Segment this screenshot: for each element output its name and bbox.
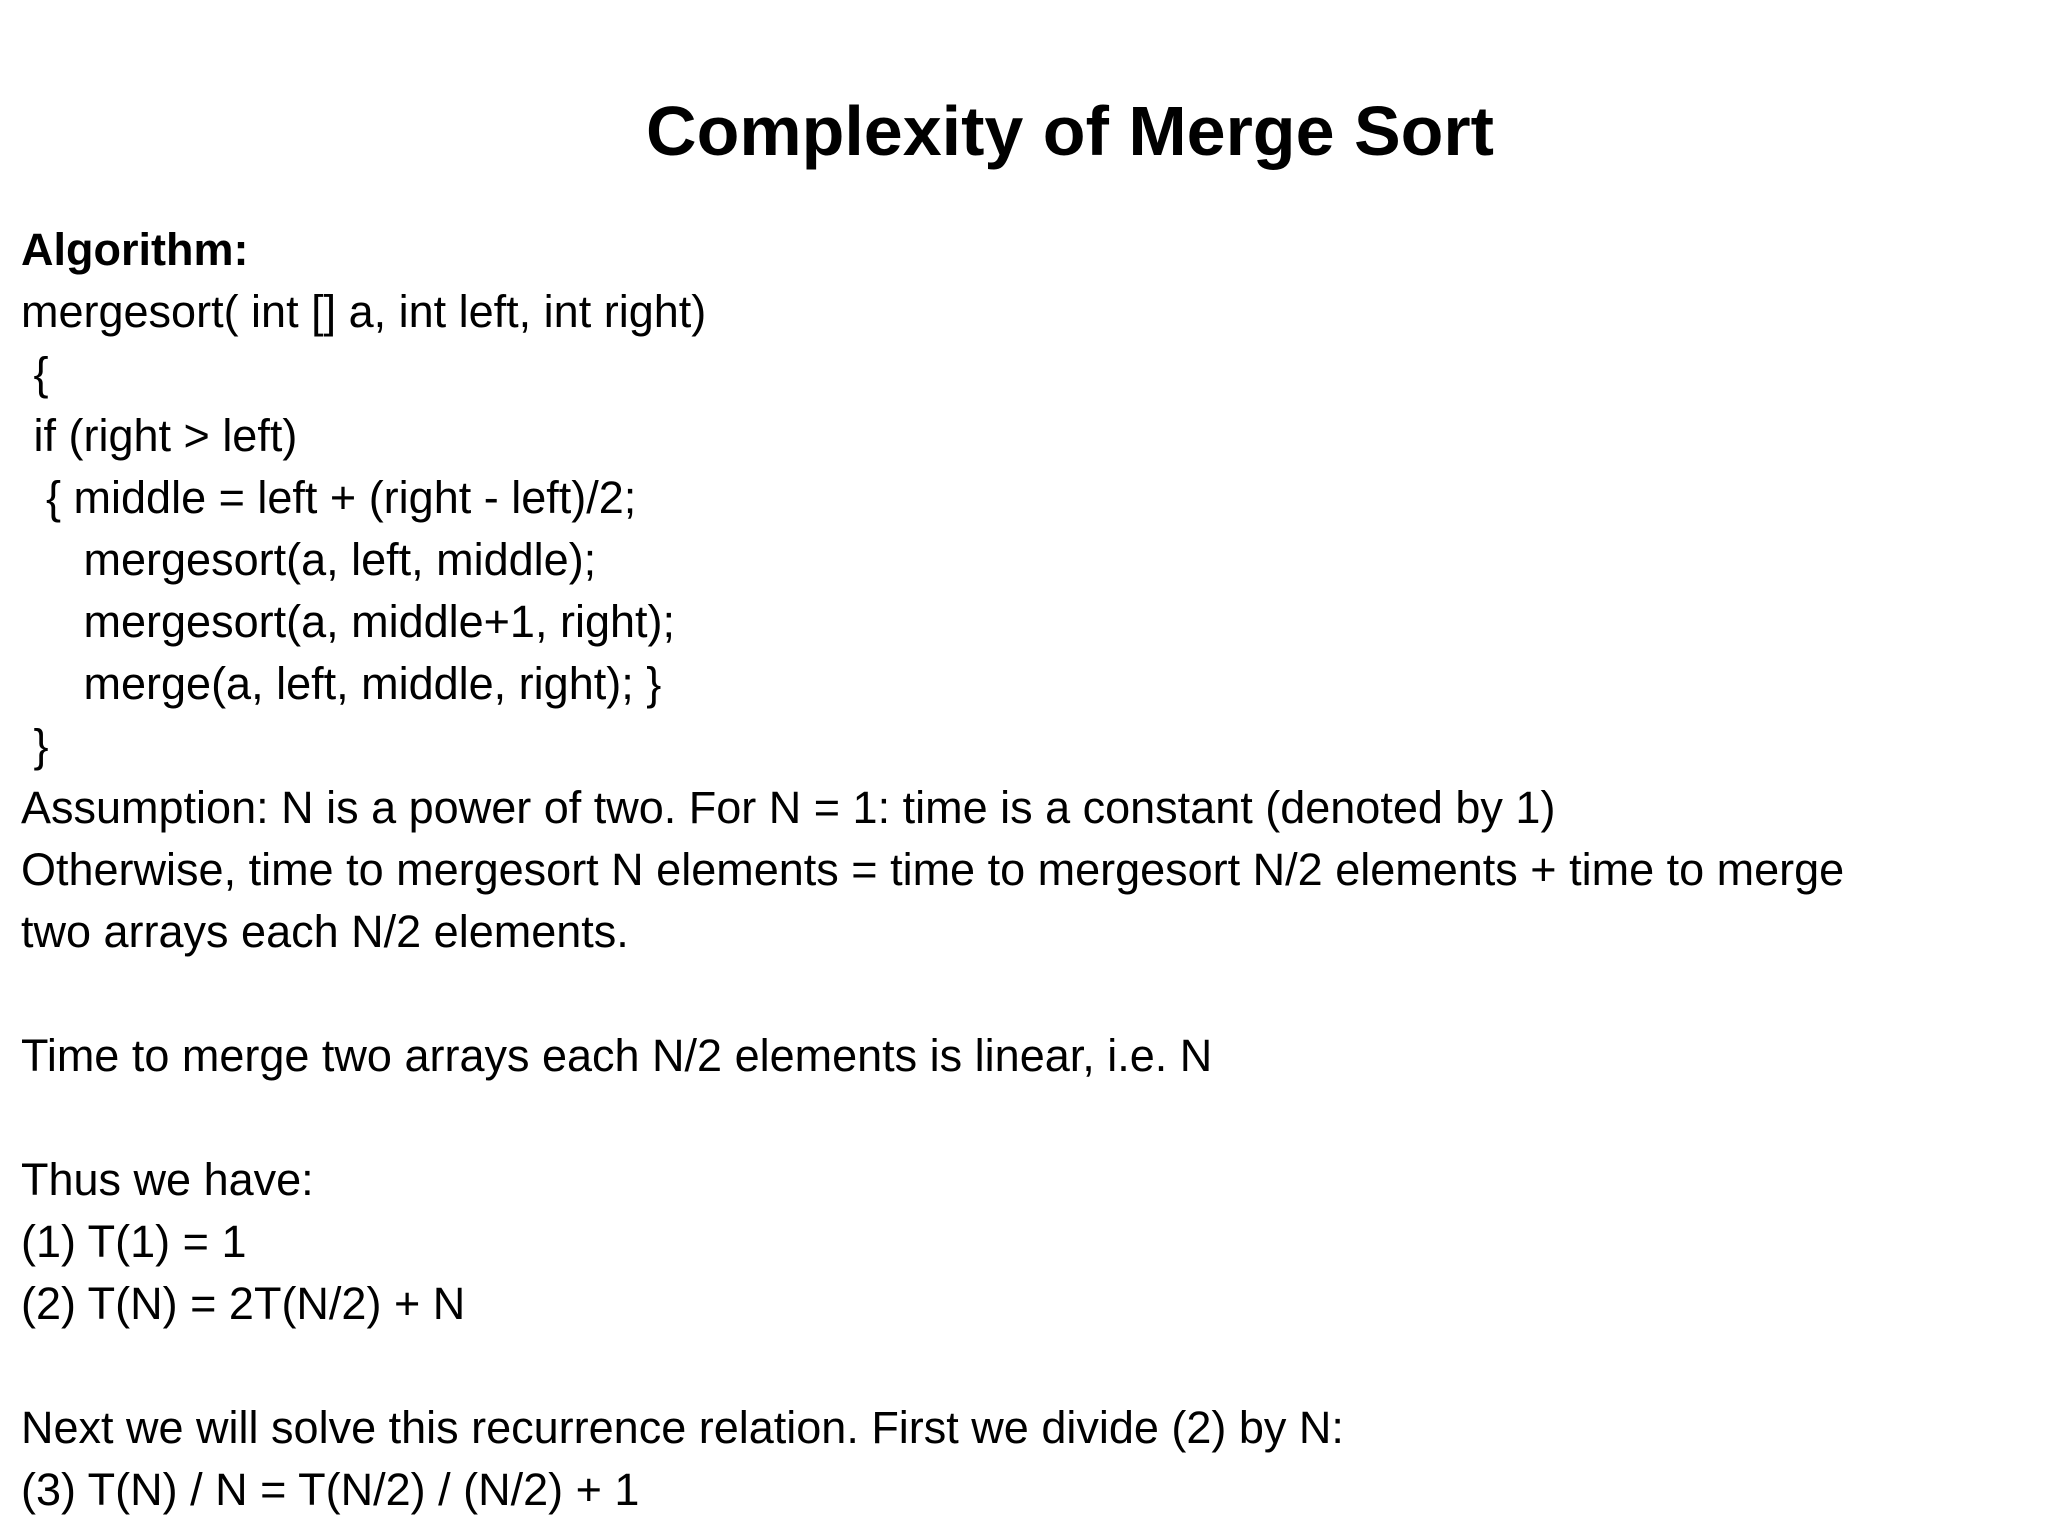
blank-line	[21, 963, 2031, 1025]
code-line-recurse-left: mergesort(a, left, middle);	[21, 534, 597, 585]
otherwise-text-continued: two arrays each N/2 elements.	[21, 906, 629, 957]
code-line-if: if (right > left)	[21, 410, 298, 461]
equation-1: (1) T(1) = 1	[21, 1216, 247, 1267]
next-step-text: Next we will solve this recurrence relation. First we divide (2) by N:	[21, 1402, 1344, 1453]
otherwise-text: Otherwise, time to mergesort N elements = time to mergesort N/2 elements + time to merge	[21, 844, 1845, 895]
equation-3: (3) T(N) / N = T(N/2) / (N/2) + 1	[21, 1464, 640, 1515]
assumption-text: Assumption: N is a power of two. For N = 1: time is a constant (denoted by 1)	[21, 782, 1556, 833]
merge-time-text: Time to merge two arrays each N/2 elements is linear, i.e. N	[21, 1030, 1213, 1081]
slide-body	[21, 219, 2031, 1521]
code-line-middle: { middle = left + (right - left)/2;	[21, 472, 637, 523]
code-line-signature: mergesort( int [] a, int left, int right)	[21, 286, 707, 337]
slide-title: Complexity of Merge Sort	[646, 92, 1494, 170]
code-line-close-brace: }	[21, 720, 49, 771]
equation-2: (2) T(N) = 2T(N/2) + N	[21, 1278, 466, 1329]
thus-text: Thus we have:	[21, 1154, 314, 1205]
blank-line	[21, 1087, 2031, 1149]
code-line-open-brace: {	[21, 348, 49, 399]
code-line-recurse-right: mergesort(a, middle+1, right);	[21, 596, 675, 647]
algorithm-heading: Algorithm:	[21, 224, 249, 275]
code-line-merge: merge(a, left, middle, right); }	[21, 658, 662, 709]
blank-line	[21, 1335, 2031, 1397]
